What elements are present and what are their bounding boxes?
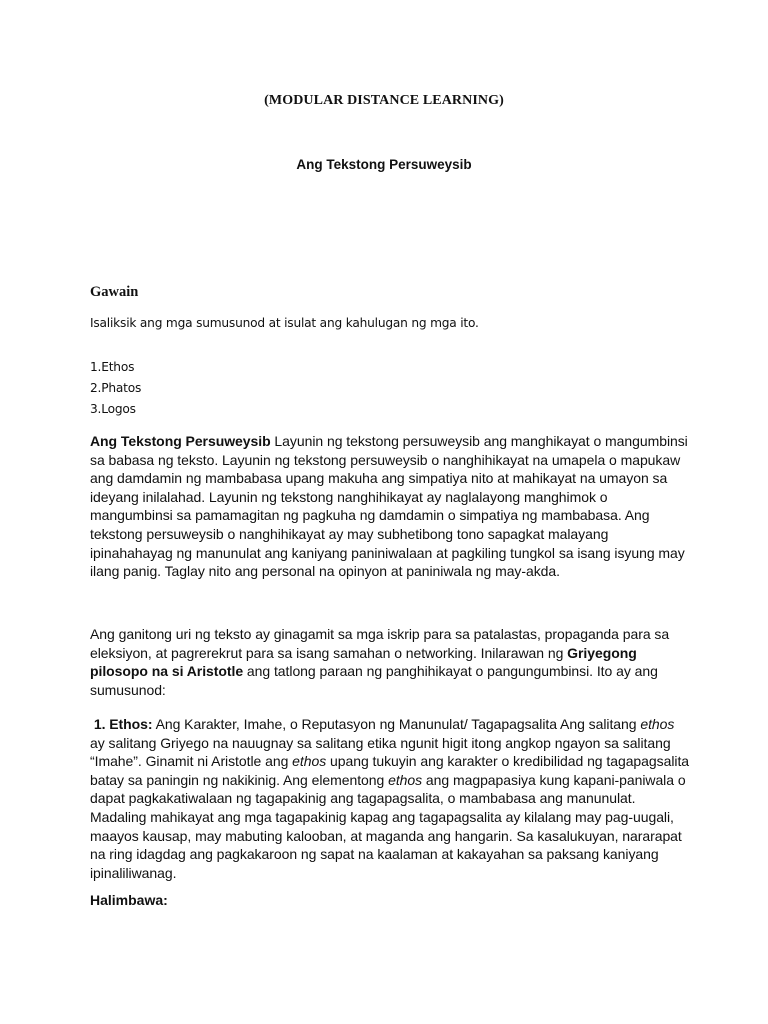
header-title: (MODULAR DISTANCE LEARNING) [264,93,504,108]
activity-list [90,357,141,420]
paragraph-text: Ang ganitong uri ng teksto ay ginagamit sa mga iskrip para sa patalastas, propaganda para sa eleksiyon, at pagrerekrut para sa isang samahan o networking. Inilarawan ng [90,626,670,661]
paragraph-lead-bold: Ang Tekstong Persuweysib [90,433,271,449]
activity-heading: Gawain [90,284,139,300]
paragraph-text: ang magpapasiya kung kapani-paniwala o dapat pagkakatiwalaan ng tagapakinig ang tagapagsalita, o mambabasa ang manunulat. Madaling mahikayat ang mga tagapakinig kapag ang tagapagsalita ay kilalang may pag-uugali, maayos kausap, may mabuting kalooban, at maganda ang hangarin. Sa kasalukuyan, nararapat na ring idagdag ang pagkakaroon ng sapat na kaalaman at kakayahan sa paksang kaniyang ipinaliliwanag. [90,771,686,881]
paragraph-italic-term: ethos [640,716,675,732]
paragraph-text: Ang Karakter, Imahe, o Reputasyon ng Manunulat/ Tagapagsalita Ang salitang [152,716,641,732]
list-item: 1.Ethos [90,360,135,374]
paragraph-text: ay salitang Griyego na nauugnay sa salitang etika ngunit higit itong angkop ngayon sa salitang “Imahe”. Ginamit ni Aristotle ang [90,734,671,770]
paragraph-italic-term: ethos [388,771,423,788]
activity-instruction: Isaliksik ang mga sumusunod at isulat ang kahulugan ng mga ito. [90,316,479,330]
paragraph-ethos [90,715,690,882]
example-heading: Halimbawa: [90,892,168,908]
paragraph-italic-term: ethos [292,753,327,770]
list-item: 2.Phatos [90,381,142,395]
paragraph-text: ang tatlong paraan ng panghihikayat o pangungumbinsi. Ito ay ang sumusunod: [90,663,658,698]
paragraph-lead-bold: 1. Ethos: [93,716,153,732]
paragraph-text: Layunin ng tekstong persuweysib ang manghikayat o mangumbinsi sa babasa ng teksto. Layunin ng tekstong persuweysib o nanghihikayat na umapela o mapukaw ang damdamin ng mambabasa upang makuha ang simpatiya nito at mahikayat na umayon sa ideyang inilalahad. Layunin ng tekstong nanghihikayat ay naglalayong manghimok o mangumbinsi sa pamamagitan ng pagkuha ng damdamin o simpatiya ng mambabasa. Ang tekstong persuweysib o nanghihikayat ay may subhetibong tono sapagkat malayang ipinahahayag ng manunulat ang kaniyang paniniwalaan at pagkiling tungkol sa isang isyung may ilang panig. Taglay nito ang personal na opinyon at paniniwala ng may-akda. [90,433,688,580]
paragraph-bold-phrase: Griyegong pilosopo na si Aristotle [90,644,637,680]
paragraph-intro [90,432,690,581]
document-subtitle: Ang Tekstong Persuweysib [296,157,472,172]
paragraph-usage [90,625,690,699]
paragraph-text: upang tukuyin ang karakter o kredibilidad ng tagapagsalita batay sa paningin ng nakikinig. Ang elementong [90,753,690,788]
list-item: 3.Logos [90,402,136,416]
